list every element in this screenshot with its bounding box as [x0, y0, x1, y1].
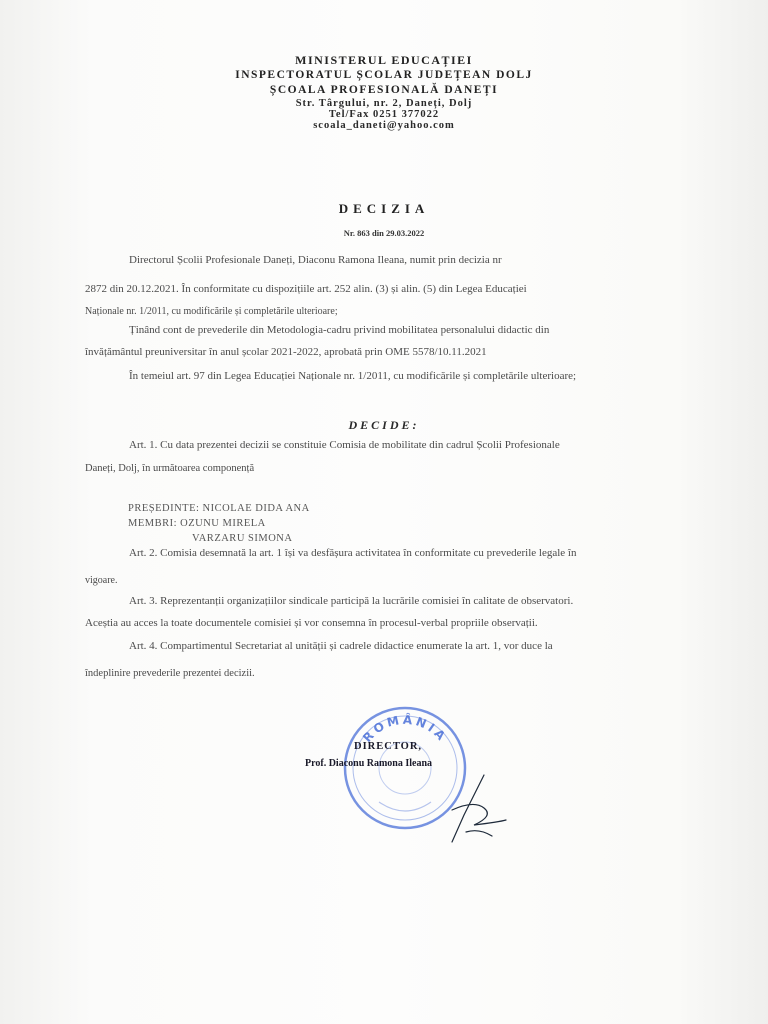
article-4-line-1: Art. 4. Compartimentul Secretariat al unității și cadrele didactice enumerate la art. 1, vor duce la — [129, 640, 553, 652]
ministry-name: MINISTERUL EDUCAȚIEI — [295, 53, 473, 67]
director-name: Prof. Diaconu Ramona Ileana — [305, 758, 433, 769]
document-number: Nr. 863 din 29.03.2022 — [343, 228, 425, 238]
document-title: DECIZIA — [338, 201, 430, 216]
commission-president: PREȘEDINTE: NICOLAE DIDA ANA — [128, 503, 310, 514]
director-title: DIRECTOR, — [354, 741, 423, 752]
intro-line-1: Directorul Școlii Profesionale Daneți, Diaconu Ramona Ileana, numit prin decizia nr — [129, 254, 502, 266]
article-2-line-2: vigoare. — [85, 575, 118, 586]
article-3-line-2: Aceștia au acces la toate documentele comisiei și vor consemna în procesul-verbal propriile observații. — [85, 617, 538, 629]
paragraph-2-line-2: învățământul preuniversitar în anul școlar 2021-2022, aprobată prin OME 5578/10.11.2021 — [85, 346, 487, 358]
article-1-line-2: Daneți, Dolj, în următoarea componență — [85, 463, 255, 474]
article-4-line-2: îndeplinire prevederile prezentei decizii. — [85, 668, 255, 679]
school-email: scoala_daneti@yahoo.com — [313, 120, 455, 131]
handwritten-signature — [444, 770, 514, 850]
school-address: Str. Târgului, nr. 2, Daneți, Dolj — [295, 98, 473, 109]
letterhead — [0, 53, 768, 131]
commission-member-2: VARZARU SIMONA — [192, 533, 293, 544]
stamp-text: ROMÂNIA — [360, 712, 450, 745]
school-name: ȘCOALA PROFESIONALĂ DANEȚI — [269, 84, 499, 96]
intro-line-3: Naționale nr. 1/2011, cu modificările și completările ulterioare; — [85, 306, 338, 317]
inspectorate-name: INSPECTORATUL ȘCOLAR JUDEȚEAN DOLJ — [235, 69, 533, 81]
article-3-line-1: Art. 3. Reprezentanții organizațiilor sindicale participă la lucrările comisiei în calitate de observatori. — [129, 595, 574, 607]
commission-member-1: MEMBRI: OZUNU MIRELA — [128, 518, 266, 529]
paragraph-3: În temeiul art. 97 din Legea Educației Naționale nr. 1/2011, cu modificările și completările ulterioare; — [129, 370, 577, 382]
article-2-line-1: Art. 2. Comisia desemnată la art. 1 își va desfășura activitatea în conformitate cu prevederile legale în — [129, 547, 577, 559]
school-phone: Tel/Fax 0251 377022 — [328, 109, 440, 120]
intro-line-2: 2872 din 20.12.2021. În conformitate cu dispozițiile art. 252 alin. (3) și alin. (5) din Legea Educației — [85, 283, 527, 295]
article-1-line-1: Art. 1. Cu data prezentei decizii se constituie Comisia de mobilitate din cadrul Școlii Profesionale — [129, 439, 560, 451]
decide-heading: DECIDE: — [348, 418, 420, 432]
paragraph-2-line-1: Ținând cont de prevederile din Metodologia-cadru privind mobilitatea personalului didactic din — [129, 324, 550, 336]
